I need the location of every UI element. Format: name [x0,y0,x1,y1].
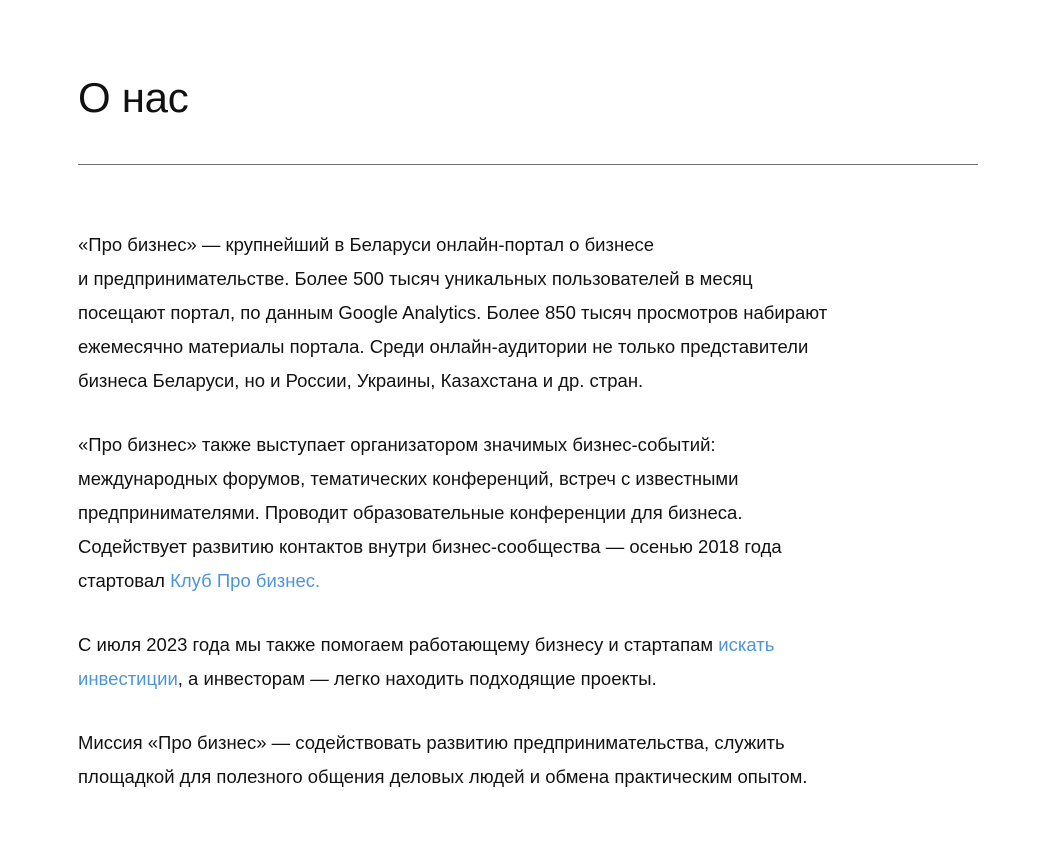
paragraph-line: предпринимателями. Проводит образовательные конференции для бизнеса. [78,502,743,523]
find-investments-link[interactable]: искать [718,634,775,655]
club-pro-business-link[interactable]: Клуб Про бизнес. [170,570,321,591]
paragraph-line [78,628,978,662]
page-title: О нас [78,74,189,121]
paragraph-investments [78,628,978,696]
paragraph-line: «Про бизнес» также выступает организатором значимых бизнес-событий: [78,434,716,455]
paragraph-line: Миссия «Про бизнес» — содействовать развитию предпринимательства, служить [78,732,785,753]
paragraph-line: «Про бизнес» — крупнейший в Беларуси онлайн-портал о бизнесе [78,234,655,255]
paragraph-line: и предпринимательстве. Более 500 тысяч уникальных пользователей в месяц [78,268,753,289]
paragraph-text: , а инвесторам — легко находить подходящие проекты. [177,668,657,689]
paragraph-line [78,564,978,598]
paragraph-line: площадкой для полезного общения деловых людей и обмена практическим опытом. [78,766,808,787]
title-divider [78,164,978,165]
find-investments-link-continued[interactable]: инвестиции [78,668,178,689]
about-content [78,228,978,794]
paragraph-line: ежемесячно материалы портала. Среди онлайн-аудитории не только представители [78,336,809,357]
paragraph-text: С июля 2023 года мы также помогаем работающему бизнесу и стартапам [78,634,719,655]
paragraph-line: Содействует развитию контактов внутри бизнес-сообщества — осенью 2018 года [78,536,782,557]
paragraph-mission [78,726,978,794]
paragraph-line: посещают портал, по данным Google Analytics. Более 850 тысяч просмотров набирают [78,302,828,323]
paragraph-line [78,662,978,696]
paragraph-line: международных форумов, тематических конференций, встреч с известными [78,468,739,489]
paragraph-text: стартовал [78,570,171,591]
paragraph-events [78,428,978,598]
paragraph-portal-intro [78,228,978,398]
paragraph-line: бизнеса Беларуси, но и России, Украины, Казахстана и др. стран. [78,370,644,391]
